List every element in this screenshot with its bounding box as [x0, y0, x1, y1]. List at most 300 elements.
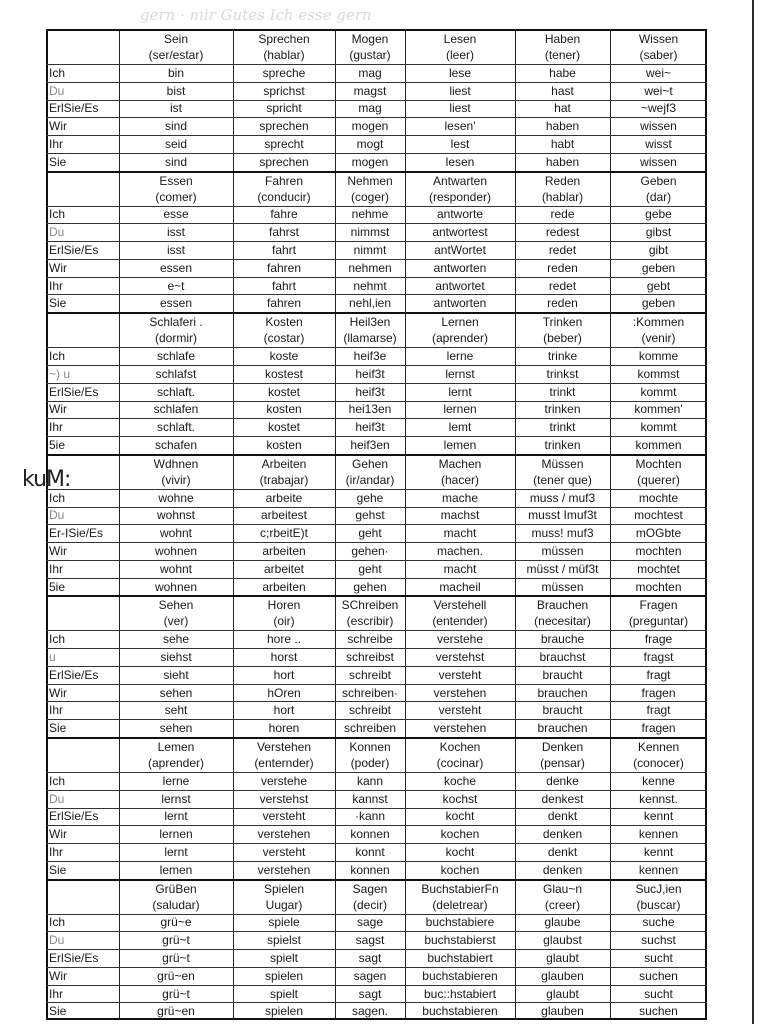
- conjugated-form: denke: [546, 773, 579, 788]
- conjugated-form: wohnen: [154, 579, 198, 594]
- conjugated-form: sehe: [162, 632, 190, 647]
- verb-translation: (trabajar): [259, 472, 309, 487]
- conjugated-form: antWortet: [434, 243, 486, 257]
- conjugated-form: reden: [547, 260, 578, 275]
- verb-infinitive: Sagen: [352, 881, 388, 896]
- verb-translation: (ser/estar): [148, 48, 204, 62]
- pronoun-label: ErlSie/Es: [49, 809, 99, 824]
- conjugated-form: hei13en: [348, 402, 392, 417]
- verb-infinitive: SChreiben: [341, 598, 399, 613]
- verb-infinitive: Verstehen: [256, 740, 312, 754]
- conjugated-form: redet: [548, 278, 577, 293]
- conjugated-form: arbeite: [265, 490, 303, 505]
- verb-translation: (enternder): [254, 756, 314, 770]
- conjugated-form: suche: [642, 915, 675, 930]
- conjugated-form: nimmt: [353, 243, 387, 257]
- pronoun-label: Ich: [49, 773, 66, 788]
- verb-translation: (beber): [543, 331, 582, 346]
- verb-infinitive: Verstehell: [433, 598, 487, 613]
- conjugated-form: kochen: [440, 862, 480, 877]
- verb-translation: (comer): [155, 189, 197, 204]
- conjugated-form: trinkt: [549, 420, 576, 435]
- conjugated-form: arbeitet: [263, 561, 305, 576]
- conjugated-form: liest: [449, 101, 471, 116]
- conjugated-form: kennen: [638, 827, 679, 842]
- conjugated-form: macht: [443, 561, 477, 576]
- conjugated-form: lerne: [162, 773, 190, 788]
- conjugated-form: wohnen: [154, 543, 198, 558]
- conjugated-form: heif3e: [353, 349, 387, 364]
- conjugated-form: kommst: [637, 366, 680, 381]
- conjugated-form: gibst: [645, 225, 672, 240]
- conjugated-form: fragt: [646, 703, 671, 718]
- verb-translation: (ver): [163, 614, 189, 629]
- conjugated-form: konnen: [350, 827, 390, 842]
- conjugated-form: brauche: [540, 632, 585, 647]
- pronoun-label: Wir: [49, 402, 67, 417]
- conjugated-form: hore ..: [266, 632, 302, 647]
- conjugated-form: kennt: [643, 844, 674, 859]
- conjugated-form: geht: [358, 526, 382, 541]
- pronoun-label: Du: [49, 933, 65, 948]
- conjugated-form: gebe: [645, 207, 672, 222]
- conjugated-form: antwortest: [432, 225, 488, 240]
- conjugated-form: arbeiten: [262, 543, 306, 558]
- pronoun-label: Ich: [49, 490, 66, 505]
- conjugated-form: nehmt: [353, 278, 387, 293]
- verb-infinitive: Kosten: [265, 315, 303, 330]
- conjugated-form: esse: [163, 207, 189, 222]
- conjugated-form: hort: [273, 703, 295, 718]
- conjugated-form: habe: [549, 65, 576, 80]
- conjugated-form: spreche: [262, 65, 306, 80]
- conjugated-form: schlafe: [156, 349, 196, 364]
- verb-translation: (llamarse): [343, 331, 397, 346]
- conjugated-form: schreibt: [348, 667, 392, 682]
- pronoun-label: ErlSie/Es: [49, 243, 99, 257]
- conjugated-form: hast: [551, 83, 574, 98]
- verb-infinitive: Geben: [640, 173, 677, 188]
- conjugated-form: musst Imuf3t: [528, 508, 597, 523]
- conjugated-form: müssen: [541, 579, 584, 594]
- conjugated-form: haben: [545, 119, 580, 134]
- conjugated-form: müssen: [541, 543, 584, 558]
- pronoun-label: Wir: [49, 119, 67, 134]
- stamp-mark: kuM:: [22, 467, 71, 492]
- conjugated-form: kenne: [642, 773, 675, 788]
- conjugated-form: grü~t: [162, 951, 190, 965]
- conjugated-form: kannst: [352, 791, 388, 806]
- conjugated-form: arbeiten: [262, 579, 306, 594]
- conjugated-form: kennst.: [639, 791, 678, 806]
- verb-infinitive: Spielen: [263, 881, 305, 896]
- conjugated-form: isst: [167, 243, 185, 257]
- conjugated-form: schreibt: [348, 703, 392, 718]
- conjugated-form: mochtest: [634, 508, 683, 523]
- conjugated-form: kostet: [267, 384, 300, 399]
- conjugated-form: koche: [443, 773, 477, 788]
- conjugated-form: grü~en: [157, 1004, 195, 1019]
- conjugated-form: suchen: [639, 968, 678, 983]
- verb-infinitive: :Kommen: [632, 315, 685, 330]
- conjugated-form: kommt: [640, 384, 677, 399]
- verb-infinitive: Wissen: [638, 32, 679, 46]
- conjugated-form: lernst: [445, 366, 475, 381]
- conjugated-form: heif3en: [350, 437, 390, 452]
- pronoun-label: Ihr: [49, 986, 64, 1001]
- conjugated-form: muss! muf3: [531, 526, 594, 541]
- verb-translation: (pensar): [540, 756, 585, 770]
- conjugated-form: buc::hstabiert: [423, 986, 497, 1001]
- verb-translation: (hablar): [263, 48, 305, 62]
- conjugated-form: trinken: [544, 437, 581, 452]
- conjugated-form: macht: [443, 526, 477, 541]
- verb-infinitive: Gehen: [351, 456, 389, 471]
- conjugated-form: kennen: [638, 862, 679, 877]
- conjugated-form: essen: [159, 260, 193, 275]
- conjugated-form: rede: [550, 207, 575, 222]
- conjugated-form: antwortet: [435, 278, 485, 293]
- verb-translation: (responder): [428, 189, 492, 204]
- conjugated-form: wisst: [645, 136, 672, 151]
- conjugated-form: sprechen: [259, 154, 309, 169]
- conjugated-form: gibt: [648, 243, 669, 257]
- conjugated-form: glaubt: [546, 986, 579, 1001]
- conjugated-form: isst: [167, 225, 185, 240]
- pronoun-label: Wir: [49, 543, 67, 558]
- conjugated-form: sagen.: [351, 1004, 389, 1019]
- conjugated-form: buchstabieren: [422, 1004, 498, 1019]
- conjugated-form: sieht: [163, 667, 189, 682]
- conjugated-form: hort: [273, 667, 295, 682]
- verb-infinitive: Nehmen: [347, 173, 393, 188]
- verb-translation: (dormir): [155, 331, 197, 346]
- conjugated-form: kochst: [442, 791, 478, 806]
- conjugated-form: buchstabierst: [424, 933, 496, 948]
- pronoun-label: Wir: [49, 685, 67, 700]
- conjugated-form: redest: [545, 225, 580, 240]
- conjugated-form: sprecht: [264, 136, 304, 151]
- conjugated-form: gehe: [356, 490, 384, 505]
- pronoun-label: ErlSie/Es: [49, 384, 99, 399]
- pronoun-label: Sie: [49, 862, 67, 877]
- conjugated-form: versteht: [438, 703, 482, 718]
- conjugated-form: fahren: [266, 296, 302, 311]
- conjugated-form: fahrt: [271, 243, 296, 257]
- verb-translation: (dar): [645, 189, 672, 204]
- conjugated-form: trinke: [547, 349, 578, 364]
- conjugated-form: lernt: [164, 809, 188, 824]
- conjugated-form: brauchen: [537, 721, 588, 736]
- pronoun-label: Ihr: [49, 844, 64, 859]
- pronoun-label: Sie: [49, 721, 67, 736]
- conjugated-form: kocht: [445, 809, 475, 824]
- pronoun-label: Du: [49, 83, 65, 98]
- conjugated-form: grü~t: [162, 933, 190, 948]
- conjugated-form: spielt: [269, 951, 298, 965]
- conjugated-form: suchen: [639, 1004, 678, 1019]
- pronoun-label: ErlSie/Es: [49, 101, 99, 116]
- conjugated-form: spielt: [269, 986, 298, 1001]
- conjugated-form: bin: [167, 65, 184, 80]
- conjugated-form: komme: [638, 349, 679, 364]
- verb-infinitive: Sein: [163, 32, 189, 46]
- conjugated-form: brauchst: [539, 650, 586, 665]
- conjugated-form: kostest: [264, 366, 303, 381]
- verb-translation: (ir/andar): [345, 472, 395, 487]
- conjugated-form: heif3t: [355, 420, 385, 435]
- pronoun-label: ~) u: [49, 366, 71, 381]
- pronoun-label: Ihr: [49, 561, 64, 576]
- conjugated-form: denken: [542, 827, 583, 842]
- pronoun-label: Wir: [49, 968, 67, 983]
- conjugated-form: lesen: [445, 154, 475, 169]
- conjugated-form: spielen: [264, 1004, 304, 1019]
- verb-infinitive: Sprechen: [258, 32, 310, 46]
- conjugated-form: mogt: [356, 136, 384, 151]
- conjugated-form: wohnst: [156, 508, 196, 523]
- verb-translation: (preguntar): [628, 614, 689, 629]
- conjugated-form: glaubst: [543, 933, 582, 948]
- page-right-edge: [752, 0, 754, 1024]
- conjugated-form: lernen: [159, 827, 193, 842]
- conjugated-form: e~t: [167, 278, 185, 293]
- conjugated-form: spiele: [268, 915, 300, 930]
- conjugated-form: lernt: [448, 384, 472, 399]
- pronoun-label: 5ie: [49, 437, 66, 452]
- conjugated-form: horen: [268, 721, 300, 736]
- verb-infinitive: Haben: [544, 32, 581, 46]
- conjugated-form: heif3t: [355, 366, 385, 381]
- conjugated-form: mag: [358, 101, 382, 116]
- verb-translation: (gustar): [349, 48, 391, 62]
- conjugated-form: schlafst: [155, 366, 197, 381]
- conjugated-form: schlafen: [153, 402, 199, 417]
- conjugated-form: lemen: [159, 862, 193, 877]
- conjugated-form: versteht: [262, 809, 306, 824]
- conjugated-form: kommen: [635, 437, 682, 452]
- pronoun-label: Ich: [49, 207, 66, 222]
- conjugated-form: nimmst: [350, 225, 390, 240]
- verb-translation: (tener que): [533, 472, 592, 487]
- conjugated-form: macheil: [439, 579, 481, 594]
- conjugated-form: sind: [164, 154, 187, 169]
- verb-translation: (costar): [263, 331, 305, 346]
- verb-infinitive: Schlaferi .: [149, 315, 203, 330]
- conjugated-form: wei~t: [644, 83, 673, 98]
- conjugated-form: c;rbeitE)t: [259, 526, 308, 541]
- conjugated-form: lemen: [443, 437, 477, 452]
- conjugated-form: kocht: [445, 844, 475, 859]
- conjugated-form: lest: [450, 136, 470, 151]
- conjugated-form: kostet: [267, 420, 300, 435]
- verb-infinitive: Kochen: [439, 740, 481, 754]
- conjugated-form: kosten: [266, 437, 302, 452]
- verb-infinitive: Wdhnen: [153, 456, 199, 471]
- conjugated-form: gebt: [646, 278, 671, 293]
- verb-translation: Uugar): [265, 897, 303, 912]
- conjugated-form: lerne: [446, 349, 474, 364]
- conjugated-form: brauchen: [537, 685, 588, 700]
- conjugated-form: versteht: [262, 844, 306, 859]
- conjugated-form: koste: [269, 349, 299, 364]
- verb-infinitive: Mogen: [351, 32, 389, 46]
- conjugated-form: verstehe: [436, 632, 484, 647]
- conjugated-form: magst: [353, 83, 387, 98]
- conjugated-form: verstehe: [260, 773, 308, 788]
- conjugated-form: horst: [270, 650, 298, 665]
- verb-infinitive: Arbeiten: [261, 456, 307, 471]
- conjugated-form: buchstabiere: [425, 915, 495, 930]
- conjugated-form: bist: [166, 83, 186, 98]
- conjugated-form: braucht: [542, 703, 583, 718]
- conjugated-form: denken: [542, 862, 583, 877]
- verb-translation: (vivir): [161, 472, 191, 487]
- verb-translation: (decir): [352, 897, 387, 912]
- verb-infinitive: Trinken: [542, 315, 583, 330]
- conjugated-form: kosten: [266, 402, 302, 417]
- verb-infinitive: GrüBen: [155, 881, 197, 896]
- verb-translation: (saber): [639, 48, 678, 62]
- verb-infinitive: Reden: [544, 173, 581, 188]
- verb-infinitive: Heil3en: [349, 315, 391, 330]
- conjugated-form: muss / muf3: [529, 490, 596, 505]
- conjugated-form: haben: [545, 154, 580, 169]
- conjugated-form: verstehen: [433, 685, 487, 700]
- verb-infinitive: Kennen: [637, 740, 680, 754]
- conjugated-form: lernen: [443, 402, 477, 417]
- conjugated-form: liest: [449, 83, 471, 98]
- conjugated-form: wissen: [640, 119, 677, 134]
- verb-translation: (saludar): [152, 897, 200, 912]
- conjugated-form: habt: [550, 136, 575, 151]
- conjugated-form: schlaft.: [156, 384, 195, 399]
- pronoun-label: Wir: [49, 827, 67, 842]
- verb-translation: (aprender): [431, 331, 489, 346]
- conjugated-form: spielst: [266, 933, 301, 948]
- faint-handwritten-header: gern · mir Gutes Ich esse gern: [140, 6, 372, 24]
- verb-translation: (deletrear): [432, 897, 488, 912]
- conjugated-form: glauben: [541, 1004, 584, 1019]
- conjugated-form: geben: [641, 296, 676, 311]
- conjugated-form: sind: [164, 119, 187, 134]
- conjugated-form: sagen: [353, 968, 387, 983]
- verb-conjugation-table: [22, 29, 707, 1020]
- conjugated-form: sagt: [358, 951, 382, 965]
- conjugated-form: schreiben·: [341, 685, 399, 700]
- conjugated-form: mogen: [351, 119, 389, 134]
- conjugated-form: geht: [358, 561, 382, 576]
- conjugated-form: konnen: [350, 862, 390, 877]
- conjugated-form: fahrt: [271, 278, 296, 293]
- verb-translation: (querer): [637, 472, 680, 487]
- conjugated-form: mochten: [635, 579, 682, 594]
- verb-translation: (venir): [641, 331, 676, 346]
- conjugated-form: mache: [441, 490, 479, 505]
- pronoun-label: Sie: [49, 1004, 67, 1019]
- conjugated-form: wissen: [640, 154, 677, 169]
- conjugated-form: antworten: [433, 260, 487, 275]
- conjugated-form: machen.: [436, 543, 484, 558]
- conjugated-form: kann: [356, 773, 384, 788]
- conjugated-form: ist: [170, 101, 182, 116]
- conjugated-form: denkt: [547, 844, 578, 859]
- verb-infinitive: Lesen: [443, 32, 477, 46]
- conjugated-form: glauben: [541, 968, 584, 983]
- conjugated-form: seht: [164, 703, 188, 718]
- conjugated-form: sucht: [644, 986, 673, 1001]
- verb-infinitive: SucJ,ien: [635, 881, 682, 896]
- conjugated-form: grü~t: [162, 986, 190, 1001]
- conjugated-form: ~wejf3: [640, 101, 677, 116]
- pronoun-label: Du: [49, 508, 65, 523]
- conjugated-form: hat: [554, 101, 571, 116]
- verb-infinitive: Lernen: [441, 315, 479, 330]
- conjugated-form: wohnt: [159, 561, 193, 576]
- conjugated-form: verstehen: [257, 827, 311, 842]
- conjugated-form: versteht: [438, 667, 482, 682]
- conjugated-form: frage: [644, 632, 673, 647]
- verb-translation: (coger): [350, 189, 389, 204]
- pronoun-label: Ihr: [49, 278, 64, 293]
- conjugated-form: verstehen: [257, 862, 311, 877]
- verb-infinitive: BuchstabierFn: [421, 881, 499, 896]
- pronoun-label: Ich: [49, 349, 66, 364]
- verb-infinitive: Brauchen: [536, 598, 589, 613]
- conjugated-form: schreiben: [343, 721, 397, 736]
- conjugated-form: heif3t: [355, 384, 385, 399]
- conjugated-form: denkt: [547, 809, 578, 824]
- conjugated-form: gehen: [353, 579, 387, 594]
- verb-translation: (entender): [432, 614, 488, 629]
- conjugated-form: mochte: [638, 490, 679, 505]
- conjugated-form: kochen: [440, 827, 480, 842]
- conjugated-form: verstehst: [435, 650, 485, 665]
- pronoun-label: Ihr: [49, 136, 64, 151]
- conjugated-form: trinkst: [546, 366, 579, 381]
- conjugated-form: hOren: [267, 685, 301, 700]
- pronoun-label: Ihr: [49, 703, 64, 718]
- conjugated-form: nehme: [351, 207, 389, 222]
- conjugated-form: mogen: [351, 154, 389, 169]
- conjugated-form: buchstabieren: [422, 968, 498, 983]
- verb-translation: (escribir): [346, 614, 394, 629]
- verb-translation: (necesitar): [534, 614, 591, 629]
- conjugated-form: sprichst: [263, 83, 305, 98]
- conjugated-form: geben: [641, 260, 676, 275]
- conjugated-form: fragt: [646, 667, 671, 682]
- conjugated-form: lemt: [448, 420, 472, 435]
- table-bottom-border: [46, 1018, 707, 1020]
- conjugated-form: glaube: [544, 915, 581, 930]
- verb-infinitive: Mochten: [635, 456, 682, 471]
- conjugated-form: wohne: [158, 490, 194, 505]
- conjugated-form: lernst: [161, 791, 191, 806]
- pronoun-label: 5ie: [49, 579, 66, 594]
- conjugated-form: spricht: [266, 101, 302, 116]
- verb-translation: (creer): [544, 897, 581, 912]
- verb-translation: (conducir): [257, 189, 311, 204]
- verb-infinitive: Müssen: [541, 456, 584, 471]
- conjugated-form: fragst: [643, 650, 674, 665]
- conjugated-form: ·kann: [354, 809, 386, 824]
- verb-infinitive: Lemen: [157, 740, 195, 754]
- verb-infinitive: Fahren: [264, 173, 304, 188]
- verb-infinitive: Sehen: [158, 598, 194, 613]
- verb-infinitive: Essen: [159, 173, 193, 188]
- pronoun-label: Ich: [49, 632, 66, 647]
- conjugated-form: mag: [358, 65, 382, 80]
